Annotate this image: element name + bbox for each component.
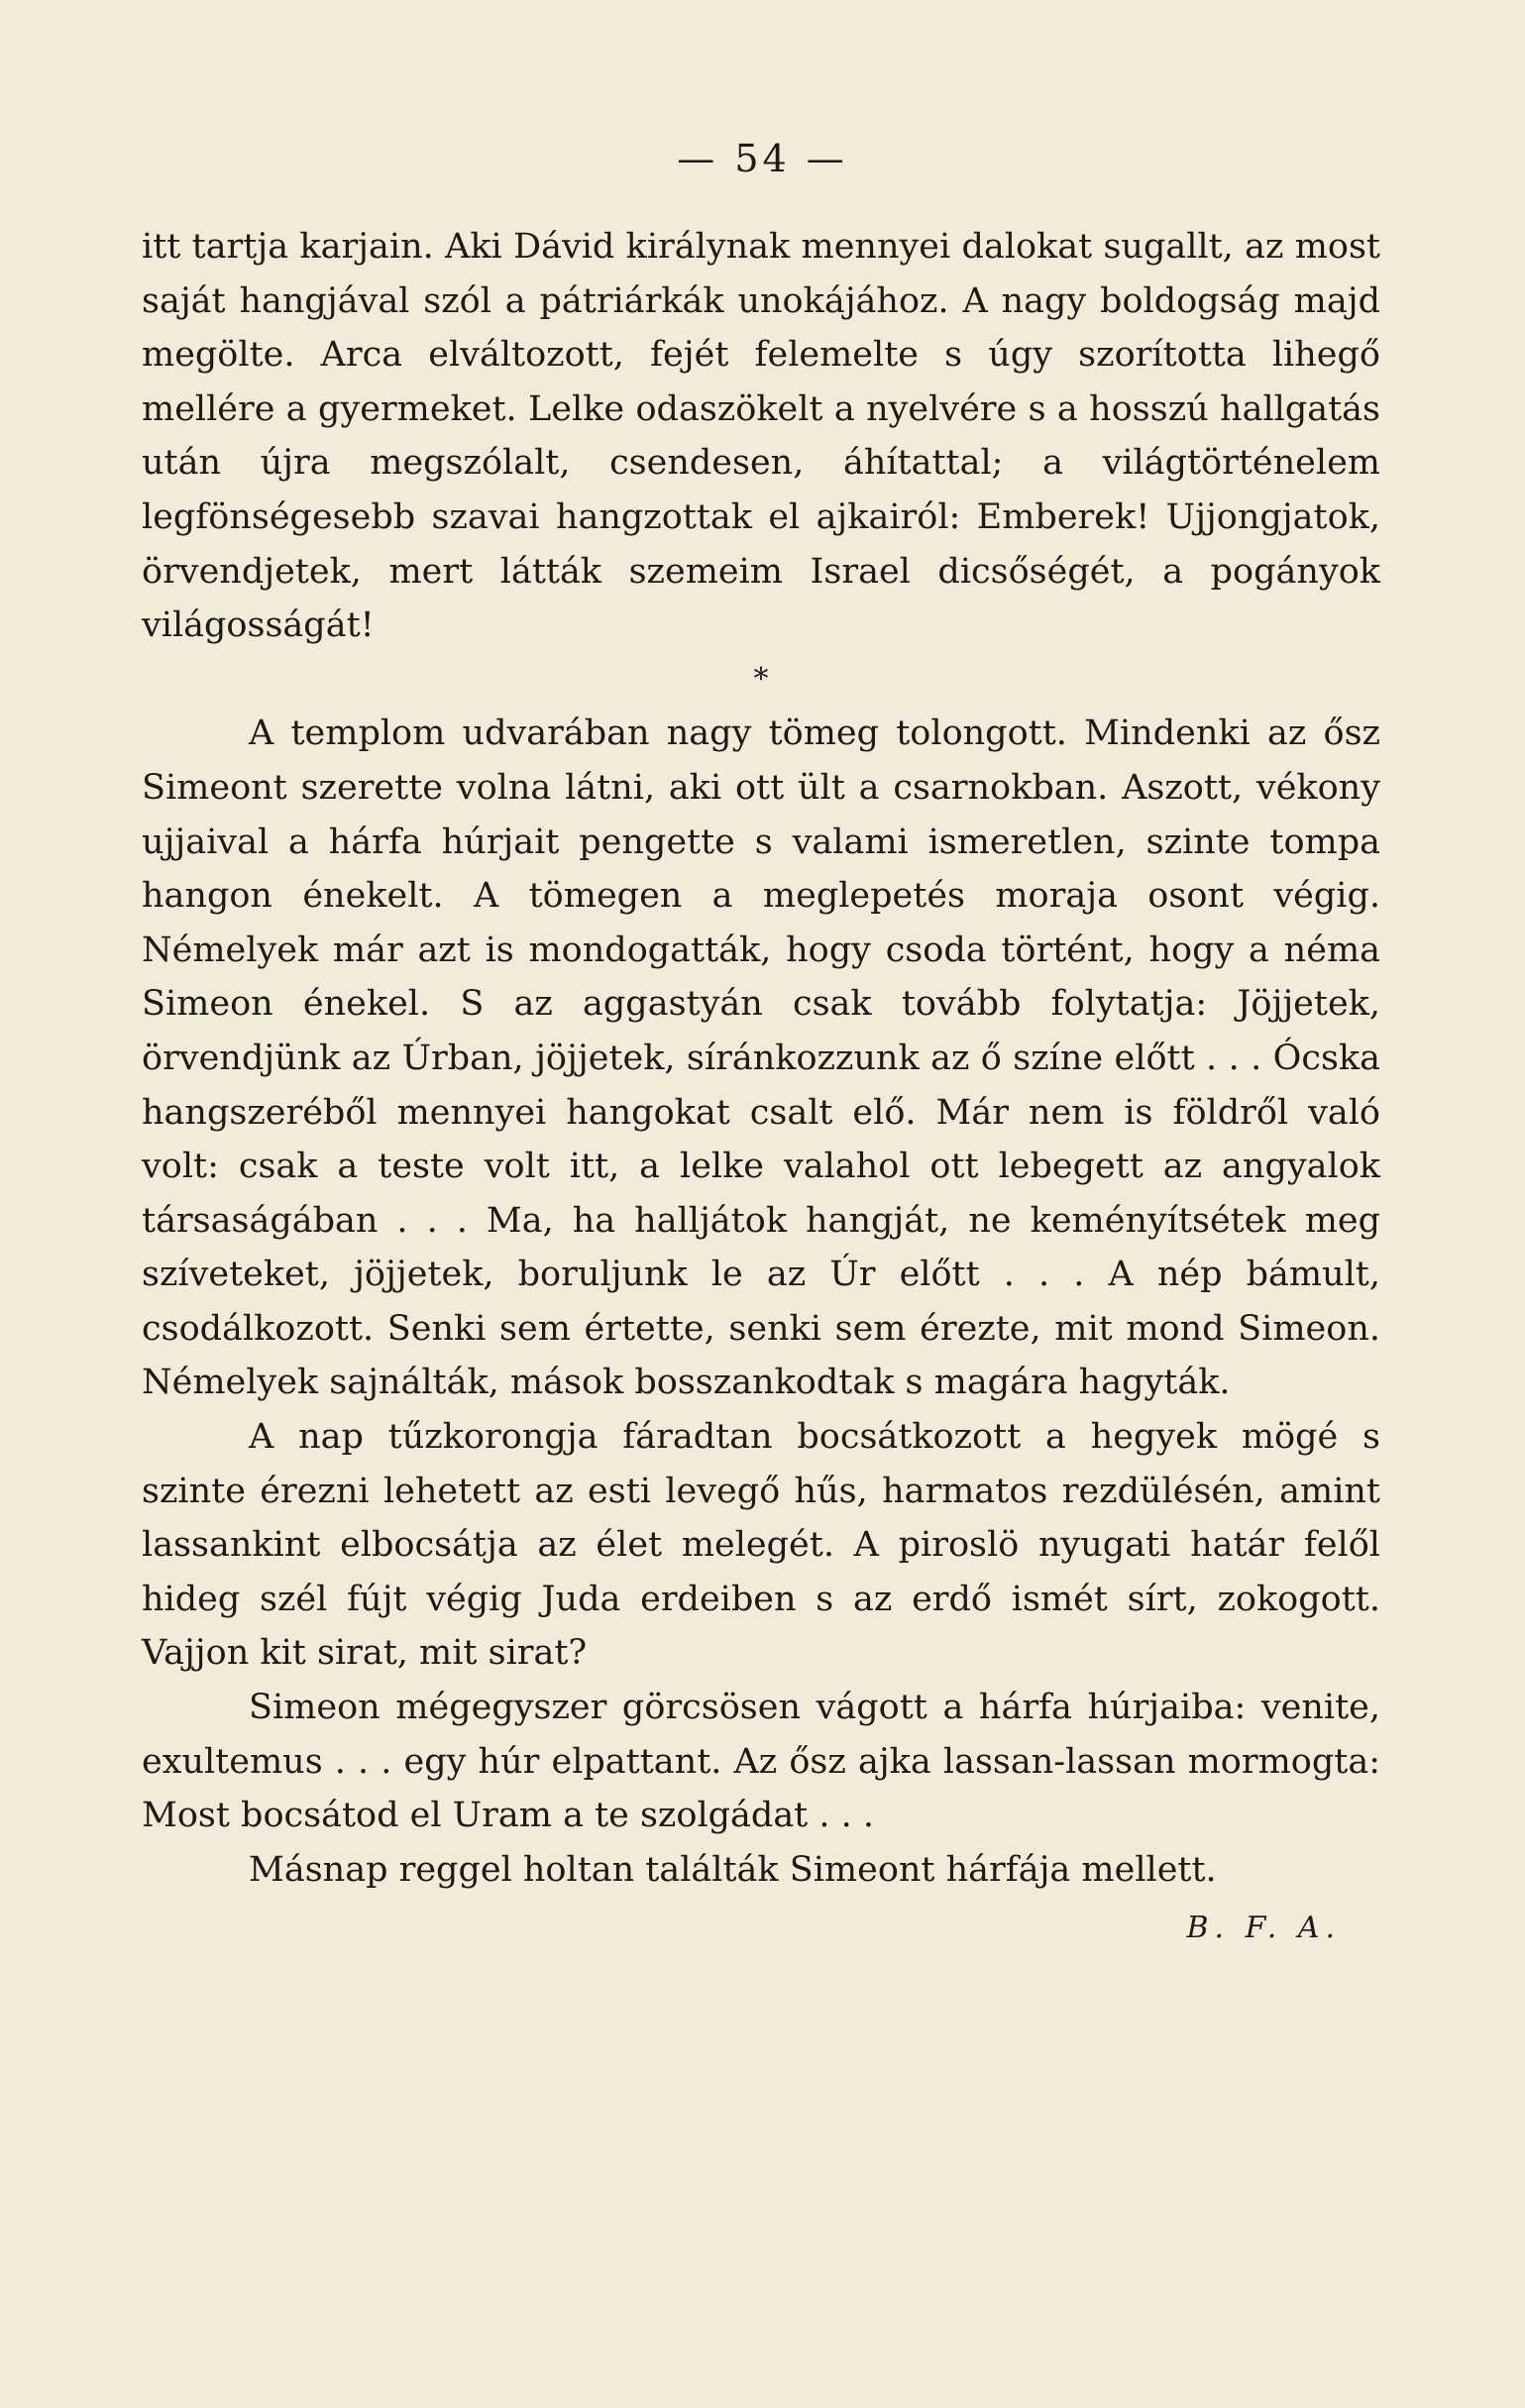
body-text <box>142 220 1380 1951</box>
author-signature: B. F. A. <box>1186 1911 1341 1946</box>
paragraph: itt tartja karjain. Aki Dávid királynak mennyei dalokat sugallt, az most saját hangjával szól a pátriárkák unokájához. A nagy boldogság majd megölte. Arca elváltozott, fejét felemelte s úgy szorította lihegő mellére a gyermeket. Lelke odaszökelt a nyelvére s a hosszú hallgatás után újra megszólalt, csendesen, áhítattal; a világtörténelem legfönségesebb szavai hangzottak el ajkairól: Emberek! Ujjongjatok, örvendjetek, mert látták szemeim Israel dicsőségét, a pogányok világosságát! <box>142 227 1380 646</box>
paragraph: Másnap reggel holtan találták Simeont hárfája mellett. <box>249 1849 1217 1890</box>
paragraph: A templom udvarában nagy tömeg tolongott. Mindenki az ősz Simeont szerette volna látni, aki ott ült a csarnokban. Aszott, vékony ujjaival a hárfa húrjait pengette s valami ismeretlen, szinte tompa hangon énekelt. A tömegen a meglepetés moraja osont végig. Némelyek már azt is mondogatták, hogy csoda történt, hogy a néma Simeon énekel. S az aggastyán csak tovább folytatja: Jöjjetek, örvendjünk az Úrban, jöjjetek, síránkozzunk az ő színe előtt . . . Ócska hangszeréből mennyei hangokat csalt elő. Már nem is földről való volt: csak a teste volt itt, a lelke valahol ott lebegett az angyalok társaságában . . . Ma, ha halljátok hangját, ne keményítsétek meg szíveteket, jöjjetek, boruljunk le az Úr előtt . . . A nép bámult, csodálkozott. Senki sem értette, senki sem érezte, mit mond Simeon. Némelyek sajnálták, mások bosszankodtak s magára hagyták. <box>142 713 1380 1403</box>
page-number: — 54 — <box>677 137 848 180</box>
section-break-asterisk: * <box>753 661 769 697</box>
paragraph: Simeon mégegyszer görcsösen vágott a hárfa húrjaiba: venite, exultemus . . . egy húr elpattant. Az ősz ajka lassan-lassan mormogta: Most bocsátod el Uram a te szolgádat . . . <box>142 1688 1380 1836</box>
paragraph: A nap tűzkorongja fáradtan bocsátkozott a hegyek mögé s szinte érezni lehetett az esti levegő hűs, harmatos rezdülésén, amint lassankint elbocsátja az élet melegét. A piroslö nyugati határ felől hideg szél fújt végig Juda erdeiben s az erdő ismét sírt, zokogott. Vajjon kit sirat, mit sirat? <box>142 1417 1380 1674</box>
